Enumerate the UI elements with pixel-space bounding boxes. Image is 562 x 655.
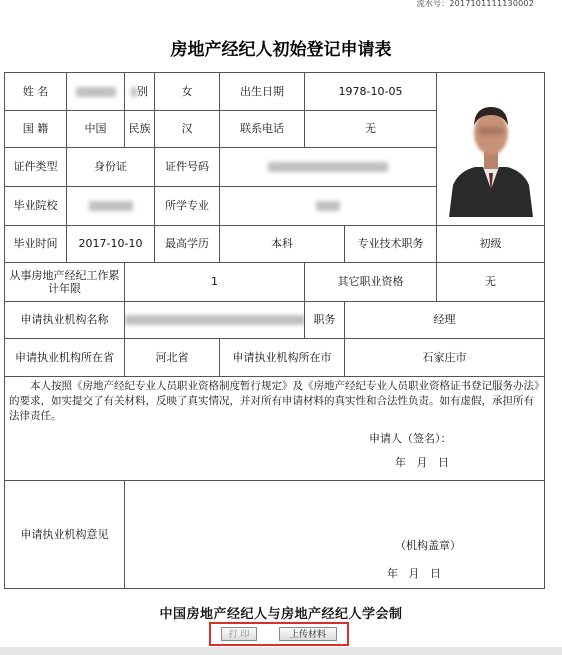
position-value: 经理: [345, 302, 545, 339]
application-form-table: [4, 72, 545, 589]
form-title: 房地产经纪人初始登记申请表: [170, 40, 392, 60]
seal-label: （机构盖章）: [395, 539, 461, 552]
action-buttons-highlight: [209, 622, 349, 646]
gender-value: 女: [155, 73, 220, 111]
other-qual-label: 其它职业资格: [305, 263, 437, 302]
name-label: 姓 名: [5, 73, 67, 111]
upload-materials-button[interactable]: 上传材料: [279, 627, 337, 641]
nationality-value: 中国: [67, 111, 125, 148]
tech-title-value: 初级: [437, 226, 545, 263]
photo-cell: [437, 73, 545, 226]
school-value: [67, 187, 155, 226]
id-type-label: 证件类型: [5, 148, 67, 187]
birth-label: 出生日期: [220, 73, 305, 111]
opinion-cell: [125, 481, 545, 589]
org-name-label: 申请执业机构名称: [5, 302, 125, 339]
opinion-date: 年 月 日: [387, 567, 441, 580]
birth-value: 1978-10-05: [305, 73, 437, 111]
id-number-label: 证件号码: [155, 148, 220, 187]
org-province-label: 申请执业机构所在省: [5, 339, 125, 377]
phone-value: 无: [305, 111, 437, 148]
org-city-label: 申请执业机构所在市: [220, 339, 345, 377]
years-value: 1: [125, 263, 305, 302]
id-type-value: 身份证: [67, 148, 155, 187]
id-number-value: [220, 148, 437, 187]
tech-title-label: 专业技术职务: [345, 226, 437, 263]
print-button[interactable]: 打 印: [221, 627, 257, 641]
grad-time-label: 毕业时间: [5, 226, 67, 263]
signature-label: 申请人（签名）：: [369, 432, 452, 445]
gender-label: 别: [125, 73, 155, 111]
declaration-cell: [5, 377, 545, 481]
nationality-label: 国 籍: [5, 111, 67, 148]
org-name-value: [125, 302, 305, 339]
footer-issuer: 中国房地产经纪人与房地产经纪人学会制: [159, 607, 403, 622]
ethnicity-value: 汉: [155, 111, 220, 148]
applicant-photo: [445, 81, 537, 217]
degree-label: 最高学历: [155, 226, 220, 263]
declaration-date: 年 月 日: [395, 456, 449, 469]
major-label: 所学专业: [155, 187, 220, 226]
other-qual-value: 无: [437, 263, 545, 302]
opinion-label: 申请执业机构意见: [5, 481, 125, 589]
window-bottom-bar: [0, 647, 562, 655]
position-label: 职务: [305, 302, 345, 339]
ethnicity-label: 民族: [125, 111, 155, 148]
serial-number: 流水号：2017101111130002: [416, 0, 534, 8]
name-value: [67, 73, 125, 111]
declaration-text: 本人按照《房地产经纪专业人员职业资格制度暂行规定》及《房地产经纪专业人员职业资格证书登记服务办法》的要求，如实提交了有关材料，反映了真实情况，并对所有申请材料的真实性和合法性负责。如有虚假，承担所有法律责任。: [9, 380, 540, 422]
org-city-value: 石家庄市: [345, 339, 545, 377]
grad-time-value: 2017-10-10: [67, 226, 155, 263]
school-label: 毕业院校: [5, 187, 67, 226]
years-label: 从事房地产经纪工作累计年限: [5, 263, 125, 302]
org-province-value: 河北省: [125, 339, 220, 377]
phone-label: 联系电话: [220, 111, 305, 148]
major-value: [220, 187, 437, 226]
degree-value: 本科: [220, 226, 345, 263]
